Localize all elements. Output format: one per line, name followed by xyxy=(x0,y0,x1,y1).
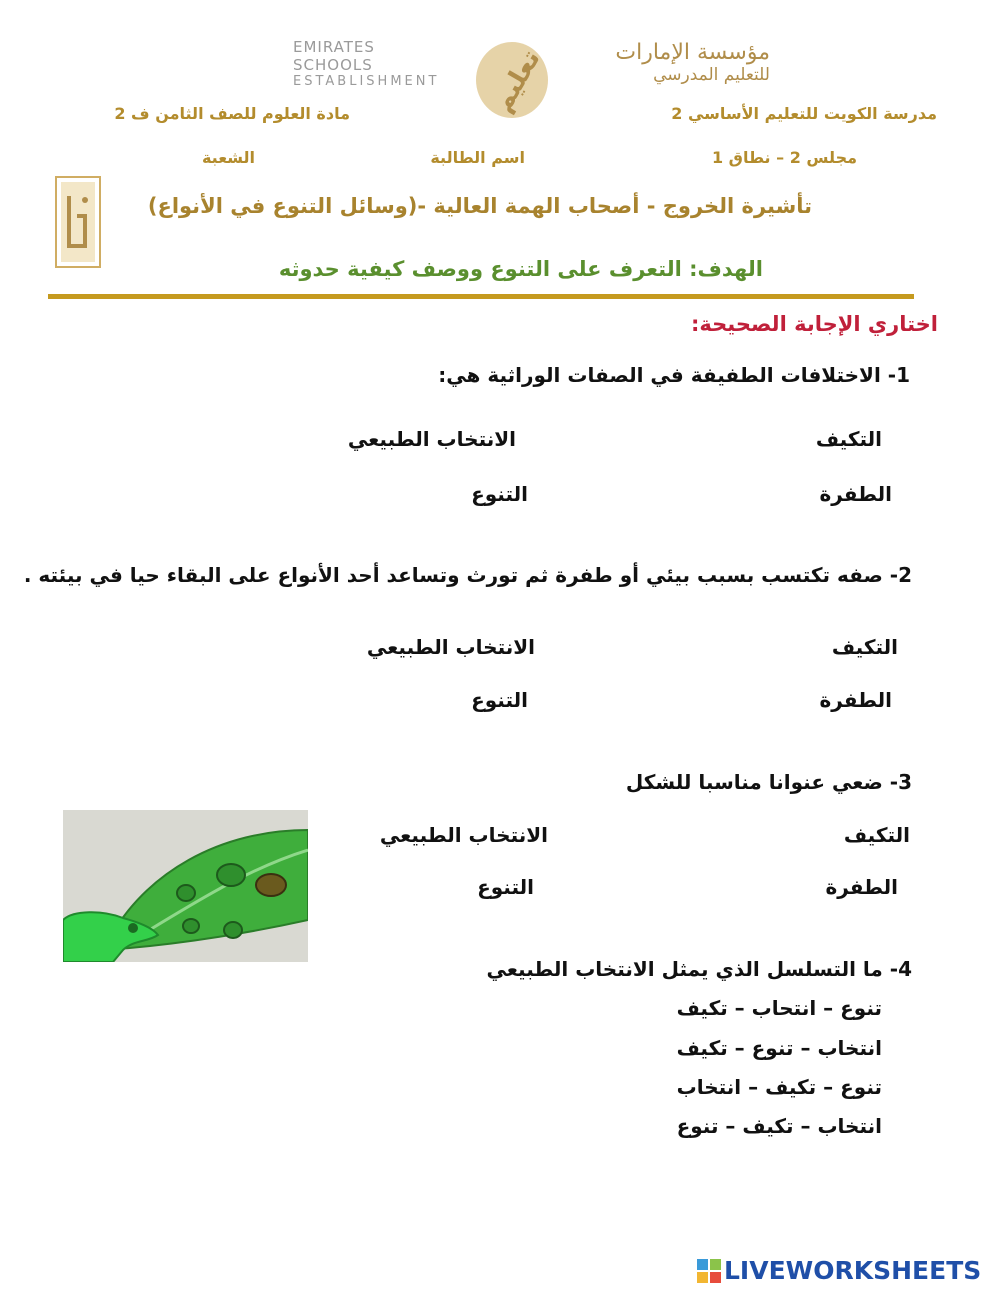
q3-option-mutation[interactable]: الطفرة xyxy=(825,875,898,899)
q4-option-4[interactable]: انتخاب – تكيف – تنوع xyxy=(676,1114,882,1138)
school-emblem-icon xyxy=(55,176,101,268)
council-label: مجلس 2 – نطاق 1 xyxy=(711,148,857,167)
ese-logo-ar xyxy=(600,40,770,85)
center-logo-text: تعليم xyxy=(487,44,547,118)
student-name-field[interactable]: اسم الطالبة xyxy=(430,148,525,167)
q3-option-variation[interactable]: التنوع xyxy=(477,875,534,899)
leaf-beetles-chameleon-image xyxy=(63,810,308,962)
q1-option-mutation[interactable]: الطفرة xyxy=(819,482,892,506)
subject-label: مادة العلوم للصف الثامن ف 2 xyxy=(114,104,350,123)
q4-option-1[interactable]: تنوع – انتحاب – تكيف xyxy=(676,996,882,1020)
page-title: تأشيرة الخروج - أصحاب الهمة العالية -(وسائل التنوع في الأنواع) xyxy=(147,194,812,218)
right-logo-line2: للتعليم المدرسي xyxy=(653,65,770,85)
center-logo xyxy=(470,38,570,123)
goal-text: الهدف: التعرف على التنوع ووصف كيفية حدوثه xyxy=(278,257,763,281)
school-name: مدرسة الكويت للتعليم الأساسي 2 xyxy=(671,104,937,123)
header-divider xyxy=(48,294,914,299)
question-1-text: 1- الاختلافات الطفيفة في الصفات الوراثية هي: xyxy=(438,363,910,387)
section-field[interactable]: الشعبة xyxy=(201,148,255,167)
question-2-text: 2- صفه تكتسب بسبب بيئي أو طفرة ثم تورث وتساعد أحد الأنواع على البقاء حيا في بيئته . xyxy=(23,563,912,587)
ese-logo-en xyxy=(293,38,443,89)
q2-option-variation[interactable]: التنوع xyxy=(471,688,528,712)
q2-option-adaptation[interactable]: التكيف xyxy=(831,635,898,659)
instructions: اختاري الإجابة الصحيحة: xyxy=(691,312,938,336)
q2-option-mutation[interactable]: الطفرة xyxy=(819,688,892,712)
q3-option-adaptation[interactable]: التكيف xyxy=(843,823,910,847)
q1-option-adaptation[interactable]: التكيف xyxy=(815,427,882,451)
q1-option-natural-selection[interactable]: الانتخاب الطبيعي xyxy=(347,427,516,451)
liveworksheets-brand: LIVEWORKSHEETS xyxy=(724,1256,982,1285)
liveworksheets-icon xyxy=(697,1259,721,1283)
q1-option-variation[interactable]: التنوع xyxy=(471,482,528,506)
q2-option-natural-selection[interactable]: الانتخاب الطبيعي xyxy=(366,635,535,659)
liveworksheets-logo xyxy=(697,1256,981,1285)
q3-option-natural-selection[interactable]: الانتخاب الطبيعي xyxy=(379,823,548,847)
right-logo-line1: مؤسسة الإمارات xyxy=(615,40,770,65)
q4-option-2[interactable]: انتخاب – تنوع – تكيف xyxy=(676,1036,882,1060)
question-4-text: 4- ما التسلسل الذي يمثل الانتخاب الطبيعي xyxy=(486,957,912,981)
question-3-text: 3- ضعي عنوانا مناسبا للشكل xyxy=(625,770,912,794)
ese-logo-line1: EMIRATES SCHOOLS xyxy=(293,38,375,74)
ese-logo-line2: ESTABLISHMENT xyxy=(293,74,440,89)
q4-option-3[interactable]: تنوع – تكيف – انتخاب xyxy=(676,1075,882,1099)
